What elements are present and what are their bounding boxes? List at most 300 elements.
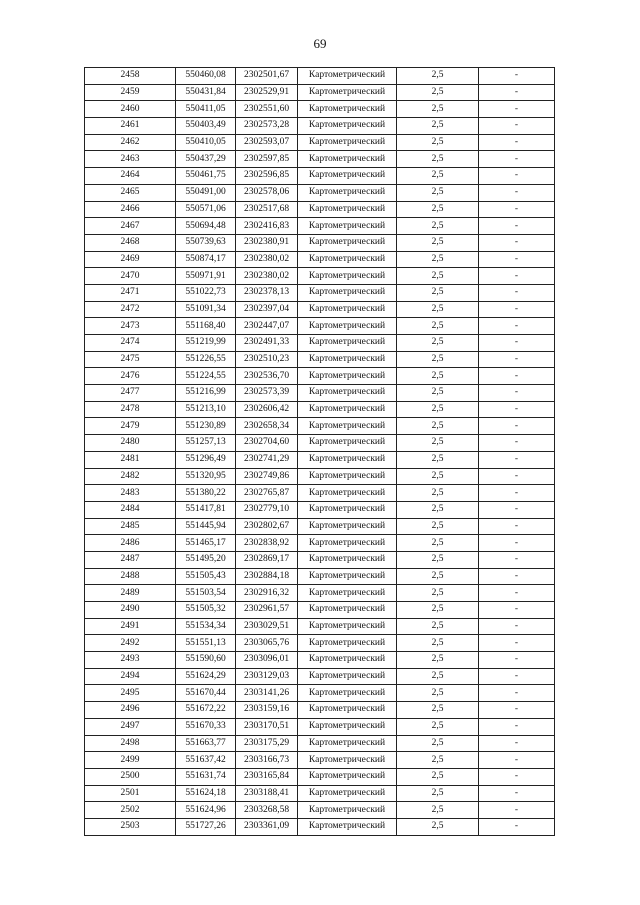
x-coordinate-cell: 551670,44 — [176, 685, 236, 702]
table-row — [85, 251, 555, 268]
method-cell: Картометрический — [298, 802, 397, 819]
y-coordinate-cell: 2303268,58 — [236, 802, 298, 819]
point-number-cell: 2503 — [85, 818, 176, 835]
accuracy-cell: 2,5 — [397, 385, 479, 402]
point-number-cell: 2481 — [85, 451, 176, 468]
y-coordinate-cell: 2302765,87 — [236, 485, 298, 502]
accuracy-cell: 2,5 — [397, 151, 479, 168]
accuracy-cell: 2,5 — [397, 752, 479, 769]
x-coordinate-cell: 551224,55 — [176, 368, 236, 385]
note-cell: - — [479, 351, 555, 368]
method-cell: Картометрический — [298, 84, 397, 101]
table-row — [85, 134, 555, 151]
point-number-cell: 2488 — [85, 568, 176, 585]
point-number-cell: 2459 — [85, 84, 176, 101]
table-row — [85, 284, 555, 301]
y-coordinate-cell: 2303029,51 — [236, 618, 298, 635]
method-cell: Картометрический — [298, 735, 397, 752]
method-cell: Картометрический — [298, 368, 397, 385]
point-number-cell: 2502 — [85, 802, 176, 819]
point-number-cell: 2478 — [85, 401, 176, 418]
x-coordinate-cell: 550491,00 — [176, 184, 236, 201]
x-coordinate-cell: 551534,34 — [176, 618, 236, 635]
accuracy-cell: 2,5 — [397, 485, 479, 502]
x-coordinate-cell: 551672,22 — [176, 702, 236, 719]
note-cell: - — [479, 451, 555, 468]
method-cell: Картометрический — [298, 702, 397, 719]
point-number-cell: 2487 — [85, 551, 176, 568]
note-cell: - — [479, 234, 555, 251]
coordinates-table — [84, 67, 555, 836]
y-coordinate-cell: 2303175,29 — [236, 735, 298, 752]
y-coordinate-cell: 2303188,41 — [236, 785, 298, 802]
table-row — [85, 435, 555, 452]
table-row — [85, 585, 555, 602]
table-row — [85, 702, 555, 719]
note-cell: - — [479, 468, 555, 485]
accuracy-cell: 2,5 — [397, 718, 479, 735]
point-number-cell: 2458 — [85, 68, 176, 85]
x-coordinate-cell: 551091,34 — [176, 301, 236, 318]
accuracy-cell: 2,5 — [397, 652, 479, 669]
method-cell: Картометрический — [298, 785, 397, 802]
note-cell: - — [479, 518, 555, 535]
accuracy-cell: 2,5 — [397, 351, 479, 368]
accuracy-cell: 2,5 — [397, 518, 479, 535]
y-coordinate-cell: 2303361,09 — [236, 818, 298, 835]
accuracy-cell: 2,5 — [397, 768, 479, 785]
y-coordinate-cell: 2302491,33 — [236, 335, 298, 352]
method-cell: Картометрический — [298, 118, 397, 135]
x-coordinate-cell: 550694,48 — [176, 218, 236, 235]
y-coordinate-cell: 2302961,57 — [236, 602, 298, 619]
method-cell: Картометрический — [298, 668, 397, 685]
method-cell: Картометрический — [298, 201, 397, 218]
x-coordinate-cell: 550431,84 — [176, 84, 236, 101]
accuracy-cell: 2,5 — [397, 251, 479, 268]
table-row — [85, 752, 555, 769]
method-cell: Картометрический — [298, 485, 397, 502]
y-coordinate-cell: 2302536,70 — [236, 368, 298, 385]
point-number-cell: 2460 — [85, 101, 176, 118]
x-coordinate-cell: 551213,10 — [176, 401, 236, 418]
table-row — [85, 151, 555, 168]
x-coordinate-cell: 551631,74 — [176, 768, 236, 785]
y-coordinate-cell: 2302551,60 — [236, 101, 298, 118]
point-number-cell: 2493 — [85, 652, 176, 669]
table-row — [85, 802, 555, 819]
note-cell: - — [479, 568, 555, 585]
x-coordinate-cell: 551624,96 — [176, 802, 236, 819]
note-cell: - — [479, 201, 555, 218]
x-coordinate-cell: 551505,43 — [176, 568, 236, 585]
point-number-cell: 2491 — [85, 618, 176, 635]
note-cell: - — [479, 685, 555, 702]
y-coordinate-cell: 2303170,51 — [236, 718, 298, 735]
method-cell: Картометрический — [298, 101, 397, 118]
note-cell: - — [479, 118, 555, 135]
x-coordinate-cell: 550411,05 — [176, 101, 236, 118]
accuracy-cell: 2,5 — [397, 118, 479, 135]
table-row — [85, 652, 555, 669]
note-cell: - — [479, 84, 555, 101]
table-row — [85, 184, 555, 201]
accuracy-cell: 2,5 — [397, 702, 479, 719]
table-row — [85, 101, 555, 118]
note-cell: - — [479, 218, 555, 235]
page-number: 69 — [313, 36, 327, 51]
method-cell: Картометрический — [298, 234, 397, 251]
point-number-cell: 2483 — [85, 485, 176, 502]
point-number-cell: 2476 — [85, 368, 176, 385]
accuracy-cell: 2,5 — [397, 501, 479, 518]
accuracy-cell: 2,5 — [397, 84, 479, 101]
table-row — [85, 318, 555, 335]
note-cell: - — [479, 168, 555, 185]
table-row — [85, 351, 555, 368]
accuracy-cell: 2,5 — [397, 635, 479, 652]
accuracy-cell: 2,5 — [397, 435, 479, 452]
x-coordinate-cell: 550403,49 — [176, 118, 236, 135]
note-cell: - — [479, 585, 555, 602]
table-row — [85, 401, 555, 418]
x-coordinate-cell: 551670,33 — [176, 718, 236, 735]
table-row — [85, 718, 555, 735]
point-number-cell: 2490 — [85, 602, 176, 619]
note-cell: - — [479, 151, 555, 168]
table-row — [85, 168, 555, 185]
y-coordinate-cell: 2303165,84 — [236, 768, 298, 785]
point-number-cell: 2484 — [85, 501, 176, 518]
table-row — [85, 201, 555, 218]
point-number-cell: 2472 — [85, 301, 176, 318]
accuracy-cell: 2,5 — [397, 335, 479, 352]
note-cell: - — [479, 251, 555, 268]
x-coordinate-cell: 551503,54 — [176, 585, 236, 602]
table-row — [85, 818, 555, 835]
table-row — [85, 768, 555, 785]
note-cell: - — [479, 551, 555, 568]
note-cell: - — [479, 785, 555, 802]
table-row — [85, 335, 555, 352]
note-cell: - — [479, 768, 555, 785]
method-cell: Картометрический — [298, 168, 397, 185]
accuracy-cell: 2,5 — [397, 218, 479, 235]
y-coordinate-cell: 2303096,01 — [236, 652, 298, 669]
point-number-cell: 2466 — [85, 201, 176, 218]
accuracy-cell: 2,5 — [397, 785, 479, 802]
method-cell: Картометрический — [298, 718, 397, 735]
point-number-cell: 2469 — [85, 251, 176, 268]
point-number-cell: 2475 — [85, 351, 176, 368]
table-row — [85, 451, 555, 468]
point-number-cell: 2498 — [85, 735, 176, 752]
y-coordinate-cell: 2303129,03 — [236, 668, 298, 685]
method-cell: Картометрический — [298, 685, 397, 702]
accuracy-cell: 2,5 — [397, 284, 479, 301]
note-cell: - — [479, 718, 555, 735]
table-row — [85, 84, 555, 101]
method-cell: Картометрический — [298, 284, 397, 301]
method-cell: Картометрический — [298, 535, 397, 552]
y-coordinate-cell: 2302916,32 — [236, 585, 298, 602]
accuracy-cell: 2,5 — [397, 535, 479, 552]
point-number-cell: 2494 — [85, 668, 176, 685]
accuracy-cell: 2,5 — [397, 168, 479, 185]
y-coordinate-cell: 2302596,85 — [236, 168, 298, 185]
y-coordinate-cell: 2302517,68 — [236, 201, 298, 218]
x-coordinate-cell: 551168,40 — [176, 318, 236, 335]
table-row — [85, 418, 555, 435]
point-number-cell: 2496 — [85, 702, 176, 719]
x-coordinate-cell: 550410,05 — [176, 134, 236, 151]
accuracy-cell: 2,5 — [397, 318, 479, 335]
accuracy-cell: 2,5 — [397, 368, 479, 385]
accuracy-cell: 2,5 — [397, 468, 479, 485]
accuracy-cell: 2,5 — [397, 101, 479, 118]
y-coordinate-cell: 2302397,04 — [236, 301, 298, 318]
method-cell: Картометрический — [298, 335, 397, 352]
accuracy-cell: 2,5 — [397, 568, 479, 585]
point-number-cell: 2500 — [85, 768, 176, 785]
x-coordinate-cell: 551296,49 — [176, 451, 236, 468]
table-row — [85, 568, 555, 585]
point-number-cell: 2474 — [85, 335, 176, 352]
method-cell: Картометрический — [298, 401, 397, 418]
method-cell: Картометрический — [298, 618, 397, 635]
y-coordinate-cell: 2302380,91 — [236, 234, 298, 251]
y-coordinate-cell: 2302447,07 — [236, 318, 298, 335]
x-coordinate-cell: 551495,20 — [176, 551, 236, 568]
x-coordinate-cell: 551551,13 — [176, 635, 236, 652]
x-coordinate-cell: 550874,17 — [176, 251, 236, 268]
point-number-cell: 2482 — [85, 468, 176, 485]
table-row — [85, 668, 555, 685]
x-coordinate-cell: 551637,42 — [176, 752, 236, 769]
method-cell: Картометрический — [298, 151, 397, 168]
y-coordinate-cell: 2302741,29 — [236, 451, 298, 468]
x-coordinate-cell: 550571,06 — [176, 201, 236, 218]
x-coordinate-cell: 551590,60 — [176, 652, 236, 669]
accuracy-cell: 2,5 — [397, 618, 479, 635]
accuracy-cell: 2,5 — [397, 301, 479, 318]
y-coordinate-cell: 2302606,42 — [236, 401, 298, 418]
note-cell: - — [479, 501, 555, 518]
table-row — [85, 535, 555, 552]
note-cell: - — [479, 652, 555, 669]
x-coordinate-cell: 550461,75 — [176, 168, 236, 185]
note-cell: - — [479, 401, 555, 418]
note-cell: - — [479, 268, 555, 285]
note-cell: - — [479, 602, 555, 619]
x-coordinate-cell: 551624,29 — [176, 668, 236, 685]
y-coordinate-cell: 2303065,76 — [236, 635, 298, 652]
x-coordinate-cell: 551445,94 — [176, 518, 236, 535]
y-coordinate-cell: 2302510,23 — [236, 351, 298, 368]
y-coordinate-cell: 2302704,60 — [236, 435, 298, 452]
x-coordinate-cell: 550460,08 — [176, 68, 236, 85]
note-cell: - — [479, 318, 555, 335]
point-number-cell: 2497 — [85, 718, 176, 735]
y-coordinate-cell: 2302597,85 — [236, 151, 298, 168]
method-cell: Картометрический — [298, 301, 397, 318]
accuracy-cell: 2,5 — [397, 134, 479, 151]
y-coordinate-cell: 2302802,67 — [236, 518, 298, 535]
method-cell: Картометрический — [298, 68, 397, 85]
method-cell: Картометрический — [298, 218, 397, 235]
method-cell: Картометрический — [298, 351, 397, 368]
method-cell: Картометрический — [298, 518, 397, 535]
note-cell: - — [479, 385, 555, 402]
note-cell: - — [479, 435, 555, 452]
x-coordinate-cell: 551727,26 — [176, 818, 236, 835]
point-number-cell: 2486 — [85, 535, 176, 552]
point-number-cell: 2479 — [85, 418, 176, 435]
x-coordinate-cell: 551380,22 — [176, 485, 236, 502]
y-coordinate-cell: 2302593,07 — [236, 134, 298, 151]
accuracy-cell: 2,5 — [397, 585, 479, 602]
note-cell: - — [479, 335, 555, 352]
y-coordinate-cell: 2302573,39 — [236, 385, 298, 402]
accuracy-cell: 2,5 — [397, 401, 479, 418]
y-coordinate-cell: 2302884,18 — [236, 568, 298, 585]
table-row — [85, 635, 555, 652]
method-cell: Картометрический — [298, 818, 397, 835]
accuracy-cell: 2,5 — [397, 234, 479, 251]
y-coordinate-cell: 2302380,02 — [236, 268, 298, 285]
table-row — [85, 468, 555, 485]
x-coordinate-cell: 550739,63 — [176, 234, 236, 251]
x-coordinate-cell: 551417,81 — [176, 501, 236, 518]
point-number-cell: 2470 — [85, 268, 176, 285]
table-row — [85, 218, 555, 235]
method-cell: Картометрический — [298, 418, 397, 435]
point-number-cell: 2464 — [85, 168, 176, 185]
x-coordinate-cell: 551257,13 — [176, 435, 236, 452]
table-row — [85, 618, 555, 635]
method-cell: Картометрический — [298, 568, 397, 585]
note-cell: - — [479, 802, 555, 819]
x-coordinate-cell: 551465,17 — [176, 535, 236, 552]
note-cell: - — [479, 301, 555, 318]
y-coordinate-cell: 2302380,02 — [236, 251, 298, 268]
x-coordinate-cell: 551624,18 — [176, 785, 236, 802]
point-number-cell: 2468 — [85, 234, 176, 251]
table-row — [85, 602, 555, 619]
accuracy-cell: 2,5 — [397, 818, 479, 835]
accuracy-cell: 2,5 — [397, 201, 479, 218]
method-cell: Картометрический — [298, 551, 397, 568]
coordinates-table-body — [85, 68, 555, 836]
table-row — [85, 68, 555, 85]
note-cell: - — [479, 635, 555, 652]
note-cell: - — [479, 134, 555, 151]
note-cell: - — [479, 702, 555, 719]
y-coordinate-cell: 2302573,28 — [236, 118, 298, 135]
y-coordinate-cell: 2302749,86 — [236, 468, 298, 485]
table-row — [85, 385, 555, 402]
method-cell: Картометрический — [298, 435, 397, 452]
point-number-cell: 2485 — [85, 518, 176, 535]
accuracy-cell: 2,5 — [397, 668, 479, 685]
note-cell: - — [479, 535, 555, 552]
method-cell: Картометрический — [298, 385, 397, 402]
y-coordinate-cell: 2302658,34 — [236, 418, 298, 435]
method-cell: Картометрический — [298, 602, 397, 619]
x-coordinate-cell: 550971,91 — [176, 268, 236, 285]
x-coordinate-cell: 551216,99 — [176, 385, 236, 402]
note-cell: - — [479, 485, 555, 502]
point-number-cell: 2471 — [85, 284, 176, 301]
table-row — [85, 118, 555, 135]
point-number-cell: 2462 — [85, 134, 176, 151]
point-number-cell: 2477 — [85, 385, 176, 402]
point-number-cell: 2480 — [85, 435, 176, 452]
point-number-cell: 2467 — [85, 218, 176, 235]
note-cell: - — [479, 368, 555, 385]
point-number-cell: 2489 — [85, 585, 176, 602]
method-cell: Картометрический — [298, 468, 397, 485]
note-cell: - — [479, 752, 555, 769]
method-cell: Картометрический — [298, 134, 397, 151]
note-cell: - — [479, 184, 555, 201]
accuracy-cell: 2,5 — [397, 68, 479, 85]
method-cell: Картометрический — [298, 652, 397, 669]
table-row — [85, 234, 555, 251]
note-cell: - — [479, 68, 555, 85]
method-cell: Картометрический — [298, 268, 397, 285]
y-coordinate-cell: 2303159,16 — [236, 702, 298, 719]
method-cell: Картометрический — [298, 752, 397, 769]
table-row — [85, 268, 555, 285]
accuracy-cell: 2,5 — [397, 685, 479, 702]
method-cell: Картометрический — [298, 184, 397, 201]
note-cell: - — [479, 101, 555, 118]
table-row — [85, 735, 555, 752]
point-number-cell: 2495 — [85, 685, 176, 702]
point-number-cell: 2465 — [85, 184, 176, 201]
note-cell: - — [479, 284, 555, 301]
x-coordinate-cell: 551226,55 — [176, 351, 236, 368]
note-cell: - — [479, 735, 555, 752]
method-cell: Картометрический — [298, 318, 397, 335]
accuracy-cell: 2,5 — [397, 451, 479, 468]
table-row — [85, 301, 555, 318]
note-cell: - — [479, 418, 555, 435]
x-coordinate-cell: 551022,73 — [176, 284, 236, 301]
table-row — [85, 501, 555, 518]
y-coordinate-cell: 2302869,17 — [236, 551, 298, 568]
accuracy-cell: 2,5 — [397, 418, 479, 435]
table-row — [85, 551, 555, 568]
accuracy-cell: 2,5 — [397, 184, 479, 201]
note-cell: - — [479, 618, 555, 635]
y-coordinate-cell: 2302578,06 — [236, 184, 298, 201]
method-cell: Картометрический — [298, 451, 397, 468]
y-coordinate-cell: 2302501,67 — [236, 68, 298, 85]
accuracy-cell: 2,5 — [397, 268, 479, 285]
method-cell: Картометрический — [298, 501, 397, 518]
x-coordinate-cell: 551663,77 — [176, 735, 236, 752]
note-cell: - — [479, 818, 555, 835]
y-coordinate-cell: 2303141,26 — [236, 685, 298, 702]
point-number-cell: 2473 — [85, 318, 176, 335]
table-row — [85, 368, 555, 385]
x-coordinate-cell: 551219,99 — [176, 335, 236, 352]
point-number-cell: 2463 — [85, 151, 176, 168]
table-row — [85, 685, 555, 702]
note-cell: - — [479, 668, 555, 685]
